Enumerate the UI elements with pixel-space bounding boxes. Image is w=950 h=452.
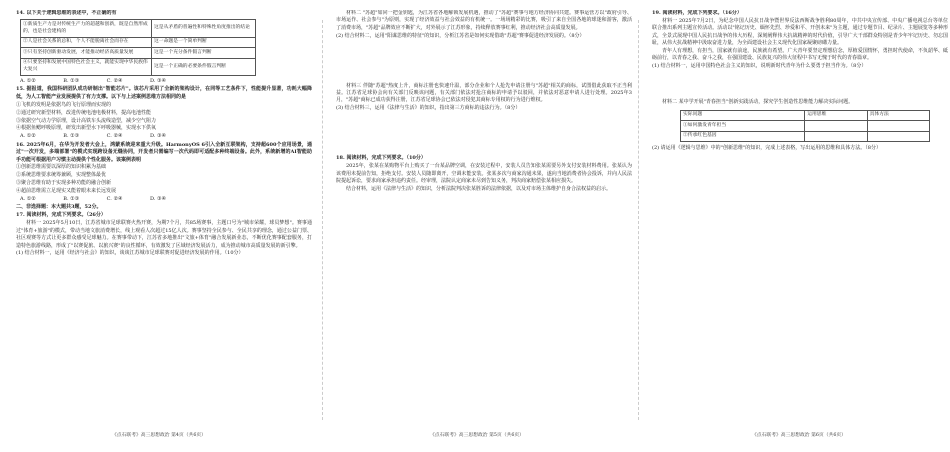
section-heading: 二、非选择题：本大题共3题，52分。: [16, 204, 102, 211]
page-footer: 《点石联考》高三思想政治 第5页（共6页）: [430, 433, 524, 438]
material-1: 材料一 2025年5月10日，江苏省城市足球联赛火热开赛，为期7个月，共85场赛事，主题口号为"城市荣耀，球员梦想"。赛事通过"体育+旅游"的模式，带动当地文旅消费增长，线上观看人次超过15亿人次。赛事坚持全民参与、全民共享的理念，通过公益门票、社区观赛等方式让更多群众感受足球魅力。在赛事带动下，江苏省多地推出"文旅+体育"融合发展新业态，不断优化赛事配套服务，打造特色旅游线路，形成了"以赛促旅、以旅兴赛"的良性循环，有效激发了区域经济发展活力，成为推动城市高质量发展的新引擎。: [16, 220, 312, 249]
requirement: (2) 请运用《逻辑与思维》中的"创新思维"的知识，完成上述表格，写出运用的思维和具体方法。（8分）: [652, 145, 881, 152]
table-cell: 这是从矛盾的普遍性和特殊性角度推出的结论: [152, 20, 256, 37]
option-d: D. ③④: [149, 77, 166, 84]
question-18-stem: 18. 阅读材料，完成下列要求。（10分）: [336, 155, 426, 162]
option-a: A. ①②: [20, 196, 36, 203]
question-16-stem: 16. 2025年6月，在华为开发者大会上，鸿蒙系统迎来重大升级。HarmonyOS 6引入全新互联架构，支持超600个应用场景，通过"一次开发，多端部署"的模式实现跨设备无缝协同，开发者只需编写一次代码即可适配多种终端设备。此外，系统新增的AI智能助手功能可根据用户习惯主动提供个性化服务。该案例表明: [16, 141, 312, 163]
question-15-item: ②通过研究新型材料，改进传统电池电极材料，提高电池性能: [16, 109, 152, 116]
table-row: [21, 58, 256, 75]
question-15-stem: 15. 据报道，我国科研团队成功研制出"智能芯片"。该芯片采用了全新的架构设计，在同等工艺条件下，性能提升显著，功耗大幅降低，为人工智能产业发展提供了有力支撑。以下与上述案例思维方法相同的是: [16, 86, 312, 100]
table-cell: ④只要坚持和发展中国特色社会主义，就能实现中华民族伟大复兴: [21, 58, 152, 75]
material-3: 材料三 伴随"苏超"热度上升，商标注册也快速升温，部分企业和个人抢先申请注册与"苏超"相关的商标，试图借此获取不正当利益。江苏省足球协会向有关部门反映该问题，有关部门依法对抢注商标的申请予以驳回，并依法对恶意申请人进行处理。2025年3月，"苏超"商标已成功获得注册，江苏省足球协会已依法对侵犯其商标专用权的行为进行维权。: [336, 82, 632, 104]
question-16-item: ②系统思维要求统筹兼顾，实现整体最优: [16, 172, 107, 179]
option-c: C. ②④: [106, 77, 123, 84]
option-c: C. ②④: [106, 133, 123, 140]
option-b: B. ①③: [63, 133, 80, 140]
table-cell: 这一命题是一个简单判断: [152, 37, 256, 48]
requirement: (2) 结合材料二，运用"阳谋思维的特征"的知识，分析江苏省是如何实现借助"苏超"赛事促进经济发展的。（8分）: [336, 32, 585, 39]
page-4: [16, 10, 312, 410]
requirement: (1) 结合材料一，运用《经济与社会》的知识，谈谈江苏城市足球联赛对促进经济发展的作用。（10分）: [16, 250, 244, 257]
requirement: 结合材料，运用《法律与生活》的知识，分析法院判决张某胜诉的法律依据，以及对市场主体维护自身合法权益的启示。: [346, 185, 612, 192]
column-divider: [322, 20, 323, 420]
answer-space: [652, 71, 948, 99]
question-18-material: 2025年，张某在某购物平台上购买了一台某品牌空调，在安装过程中，安装人员告知张某需要另外支付安装材料费用。张某认为该费用未提前告知，拒绝支付。安装人员随即离开，空调未能安装。张某多次与商家沟通未果，遂向当地消费者协会投诉，并向人民法院提起诉讼，要求商家承担违约责任。经审理，法院认定商家未尽到告知义务，判决商家赔偿张某相应损失。: [336, 163, 632, 184]
option-b: B. ①③: [63, 196, 80, 203]
table-cell: ①如何激发青年担当: [681, 121, 805, 132]
question-14-stem: 14. 以下关于逻辑思维的表述中，不正确的有: [16, 10, 117, 16]
question-16-options: [16, 196, 166, 203]
table-cell: ②传承红色基因: [681, 131, 805, 142]
page-6: [652, 10, 948, 410]
option-c: C. ②④: [106, 196, 123, 203]
question-19-table: [680, 110, 930, 143]
table-row: [681, 121, 930, 132]
answer-space: [336, 113, 632, 155]
option-d: D. ③④: [149, 133, 166, 140]
requirement: (1) 结合材料一，运用中国特色社会主义的知识，说明新时代青年为什么要勇于担当作为。（8分）: [652, 63, 867, 70]
option-a: A. ①②: [20, 77, 36, 84]
answer-space: [336, 41, 632, 83]
question-14-options: [16, 78, 166, 85]
question-15-item: ③依据空气动力学原理，设计高铁车头流线造型，减少空气阻力: [16, 117, 157, 124]
option-a: A. ①②: [20, 133, 36, 140]
question-16-item: ①创新思维需要以深厚的知识积累为基础: [16, 164, 107, 171]
table-row: [21, 20, 256, 37]
table-cell: ①新质生产力是对传统生产力的超越和创新，既是自然形成的，也是社会建构的: [21, 20, 152, 37]
table-cell: 这是一个正确的必要条件假言判断: [152, 58, 256, 75]
question-16-item: ④超前思维需立足现实又能着眼未来长远发展: [16, 188, 117, 195]
material-2: 材料二 "苏超"如同一把金钥匙，为江苏省各地解锁发展机遇，推动了"苏超"赛事与地方经济协同共建。赛事运营方以"政府引导、市场运作、社会参与"为原则，实现了经济效益与社会效益的有机统一。一场场精彩的比赛，吸引了来自全国各地的球迷和游客，激活了消费市场，"苏超"品牌效应不断扩大，对外展示了江苏形象，持续释放赛事红利，推动经济社会高质量发展。: [336, 10, 632, 31]
table-cell: ③只有坚持创新驱动发展，才能推动经济高质量发展: [21, 48, 152, 59]
table-row: [681, 131, 930, 142]
table-header: 具体方法: [867, 110, 929, 121]
table-cell: [805, 121, 867, 132]
table-cell: ②人是社会关系的总和，个人不能脱离社会而存在: [21, 37, 152, 48]
table-cell: [867, 121, 929, 132]
question-15-options: [16, 133, 166, 140]
page-footer: 《点石联考》高三思想政治 第6页（共6页）: [752, 433, 846, 438]
question-16-item: ③聚合思维有助于实现多种功能的融合创新: [16, 180, 112, 187]
table-row: [21, 37, 256, 48]
question-17-stem: 17. 阅读材料，完成下列要求。（26分）: [16, 212, 106, 219]
page-5: [336, 10, 632, 410]
table-cell: [867, 131, 929, 142]
material-2: 材料二 某中学开展"青春担当"创新实践活动，探究学生创造性思维能力解决实际问题。: [662, 99, 854, 106]
page-footer: 《点石联考》高三思想政治 第4页（共6页）: [112, 433, 206, 438]
column-divider: [638, 20, 639, 420]
table-row: [21, 48, 256, 59]
material-1: 材料一 2025年7月2日，为纪念中国人民抗日战争暨世界反法西斯战争胜利80周年，中共中央宣传部、中央广播电视总台等单位联合推出系列主题宣传活动。活动以"铭记历史、缅怀先烈、珍爱和平、开创未来"为主题，通过专题节目、纪录片、主题展览等多种形式，全景式展现中国人民抗日战争的伟大历程，深刻阐释伟大抗战精神的时代价值，引导广大干部群众特别是青少年牢记历史、勿忘国耻，从伟大抗战精神中汲取奋进力量，为全面建设社会主义现代化国家凝聚磅礴力量。: [652, 17, 948, 47]
option-b: B. ①③: [63, 77, 80, 84]
table-cell: 这是一个充分条件假言判断: [152, 48, 256, 59]
question-15-item: ④根据鱼鳃呼吸原理，研发出新型水下呼吸器械，实现水下供氧: [16, 125, 157, 132]
table-header: 运用思维: [805, 110, 867, 121]
requirement: (3) 结合材料三，运用《法律与生活》的知识，指出第三方商标的违法行为。（8分）: [336, 105, 521, 112]
option-d: D. ③④: [149, 196, 166, 203]
question-14-table: [20, 19, 256, 76]
question-15-item: ①飞机的发明是依据鸟的飞行原理而实现的: [16, 101, 112, 108]
material-1-continued: 青年人有理想，有担当，国家就有前途，民族就有希望。广大青年要坚定理想信念，厚植爱国情怀，勇担时代使命，不负韶华、砥砺前行，以青春之我、奋斗之我，在强国建设、民族复兴的伟大征程中书写无愧于时代的青春篇章。: [652, 48, 948, 62]
table-cell: [805, 131, 867, 142]
table-header-row: [681, 110, 930, 121]
question-19-stem: 19. 阅读材料，完成下列要求。（16分）: [652, 10, 742, 16]
table-header: 实际问题: [681, 110, 805, 121]
